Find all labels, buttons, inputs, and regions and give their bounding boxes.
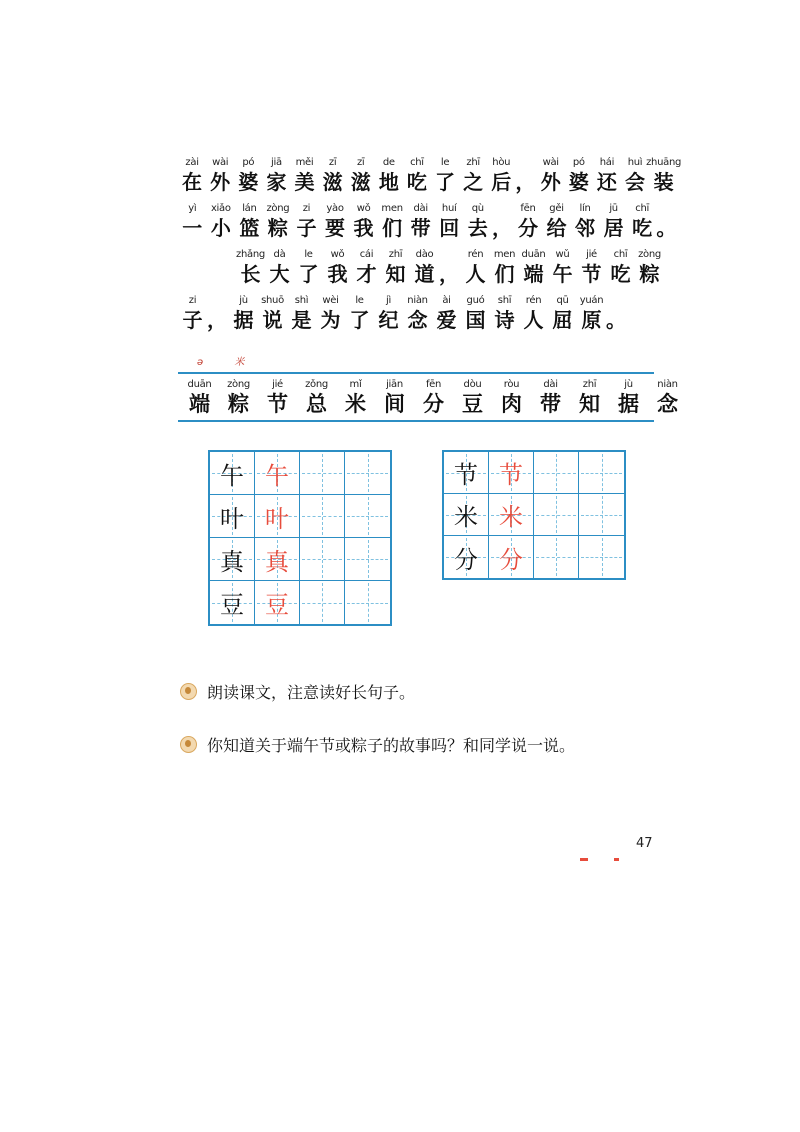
passage-line	[178, 194, 678, 240]
ruby-character	[548, 294, 577, 332]
hanzi: 大	[269, 262, 290, 286]
pinyin: zhī	[466, 157, 480, 168]
ruby-character	[537, 156, 565, 194]
writing-grid-left	[208, 450, 392, 626]
pinyin: zhǎng	[236, 249, 265, 260]
hanzi: 一	[182, 216, 203, 240]
grid-cell-model	[255, 581, 300, 624]
hanzi: 据	[233, 308, 254, 332]
hanzi: 婆	[238, 170, 259, 194]
ruby-character	[347, 156, 375, 194]
ruby-character	[403, 294, 432, 332]
pinyin: qū	[556, 295, 569, 306]
hanzi: 纪	[378, 308, 399, 332]
hanzi: 念	[657, 392, 678, 416]
grid-character: 节	[454, 461, 478, 489]
vocabulary-bottom-rule	[178, 420, 654, 422]
vocabulary-section-label: ǝ 米	[197, 357, 259, 368]
hanzi: 家	[266, 170, 287, 194]
pinyin: dào	[415, 249, 434, 260]
hanzi: 吃	[406, 170, 427, 194]
ruby-character	[381, 248, 410, 286]
hanzi: 粽	[267, 216, 288, 240]
ruby-character	[287, 294, 316, 332]
hanzi: 滋	[350, 170, 371, 194]
ruby-character	[542, 202, 571, 240]
hanzi: 是	[291, 308, 312, 332]
pinyin: le	[355, 295, 364, 306]
hanzi: 我	[327, 262, 348, 286]
grid-character: 分	[454, 545, 478, 574]
grid-character: 叶	[220, 504, 244, 533]
pinyin: shī	[497, 295, 512, 306]
ruby-character	[321, 202, 350, 240]
pinyin: chī	[410, 157, 424, 168]
pinyin: fēn	[520, 203, 536, 214]
ruby-character	[316, 294, 345, 332]
hanzi: 吃	[632, 216, 653, 240]
pinyin: zòng	[638, 249, 661, 260]
ruby-character	[258, 294, 287, 332]
grid-character: 米	[454, 503, 478, 531]
pinyin: dà	[273, 249, 286, 260]
grid-model-character: 真	[265, 547, 289, 576]
hanzi: 粽	[639, 262, 660, 286]
pinyin: yì	[188, 203, 197, 214]
grid-model-character: 节	[499, 461, 523, 489]
hanzi: 据	[618, 392, 639, 416]
hanzi: 外	[210, 170, 231, 194]
vocabulary-top-rule	[178, 372, 654, 374]
hanzi: 要	[325, 216, 345, 240]
exercise-1	[180, 680, 415, 703]
hanzi: 说	[262, 308, 283, 332]
pinyin: měi	[295, 157, 314, 168]
hanzi: 子	[182, 308, 203, 332]
ruby-character	[577, 248, 606, 286]
hanzi: 装	[653, 170, 674, 194]
pinyin: zǒng	[305, 379, 328, 390]
ruby-character	[487, 156, 515, 194]
pinyin: shuō	[261, 295, 284, 306]
grid-cell-character	[444, 452, 489, 494]
ruby-character	[265, 248, 294, 286]
hanzi: 了	[298, 262, 319, 286]
hanzi: 念	[407, 308, 428, 332]
grid-cell-character	[210, 538, 255, 581]
grid-model-character: 米	[499, 503, 523, 531]
vocabulary-word	[531, 378, 570, 416]
pinyin: wǒ	[356, 203, 371, 214]
hanzi: 长	[240, 262, 261, 286]
hanzi: 总	[306, 392, 327, 416]
vocabulary-word	[336, 378, 375, 416]
pinyin: dòu	[463, 379, 482, 390]
pinyin: ài	[442, 295, 451, 306]
page-number: 47	[636, 836, 653, 851]
ruby-character	[235, 202, 264, 240]
ruby-character	[577, 294, 606, 332]
punctuation: ，	[515, 170, 536, 194]
exercise-bullet-icon	[180, 683, 197, 700]
grid-model-character: 叶	[265, 504, 289, 533]
ruby-character	[352, 248, 381, 286]
grid-cell-character	[444, 536, 489, 578]
hanzi: 人	[465, 262, 486, 286]
hanzi: 美	[294, 170, 315, 194]
ruby-character	[178, 202, 207, 240]
grid-cell-character	[210, 495, 255, 538]
grid-cell-practice	[345, 538, 390, 581]
ruby-character	[514, 202, 543, 240]
grid-model-character: 豆	[265, 591, 289, 619]
hanzi: 节	[267, 392, 288, 416]
reading-passage	[178, 148, 682, 332]
hanzi: 了	[349, 308, 370, 332]
grid-cell-practice	[534, 452, 579, 494]
ruby-character	[490, 248, 519, 286]
pinyin: mǐ	[349, 379, 362, 390]
pinyin: wǔ	[555, 249, 570, 260]
grid-cell-model	[489, 536, 534, 578]
ruby-character	[519, 248, 548, 286]
grid-cell-practice	[345, 581, 390, 624]
pinyin: zòng	[266, 203, 290, 214]
pinyin: guó	[466, 295, 485, 306]
grid-cell-practice	[579, 452, 624, 494]
hanzi: 屈	[552, 308, 573, 332]
pinyin: yào	[326, 203, 344, 214]
hanzi: 还	[596, 170, 617, 194]
pinyin: wèi	[322, 295, 339, 306]
grid-cell-practice	[579, 494, 624, 536]
ruby-character	[378, 202, 407, 240]
hanzi: 小	[210, 216, 231, 240]
ruby-character	[459, 156, 487, 194]
ruby-character	[431, 156, 459, 194]
pinyin: wài	[212, 157, 229, 168]
hanzi: 国	[465, 308, 486, 332]
pinyin: le	[304, 249, 313, 260]
hanzi: 端	[523, 262, 544, 286]
vocabulary-word	[297, 378, 336, 416]
hanzi: 端	[189, 392, 210, 416]
writing-grid-right	[442, 450, 626, 580]
ruby-character	[593, 156, 621, 194]
pinyin: rén	[525, 295, 542, 306]
punctuation: 。	[606, 308, 626, 332]
ruby-character	[490, 294, 519, 332]
pinyin: jié	[272, 379, 283, 390]
pinyin: zòng	[227, 379, 250, 390]
vocabulary-list	[180, 378, 687, 416]
ruby-character	[229, 294, 258, 332]
pinyin: jù	[624, 379, 633, 390]
hanzi: 们	[382, 216, 403, 240]
ruby-character	[461, 248, 490, 286]
hanzi: 午	[552, 262, 573, 286]
pinyin: xiǎo	[210, 203, 231, 214]
ruby-character	[606, 248, 635, 286]
ruby-character	[565, 156, 593, 194]
hanzi: 带	[540, 392, 561, 416]
grid-cell-model	[489, 494, 534, 536]
ruby-character	[264, 202, 293, 240]
pinyin: wài	[542, 157, 559, 168]
ruby-character	[349, 202, 378, 240]
pinyin: zhī	[582, 379, 597, 390]
pinyin: lán	[242, 203, 257, 214]
hanzi: 为	[320, 308, 341, 332]
ruby-character	[207, 202, 236, 240]
grid-character: 午	[220, 461, 244, 490]
grid-cell-practice	[345, 495, 390, 538]
ruby-character	[461, 294, 490, 332]
ruby-character	[406, 202, 435, 240]
grid-cell-character	[444, 494, 489, 536]
ruby-character	[432, 294, 461, 332]
hanzi: 地	[378, 170, 399, 194]
passage-line	[178, 240, 678, 286]
hanzi: 子	[296, 216, 317, 240]
hanzi: 粽	[228, 392, 249, 416]
pinyin: zhī	[388, 249, 403, 260]
grid-cell-model	[255, 495, 300, 538]
grid-cell-model	[255, 452, 300, 495]
vocabulary-word	[375, 378, 414, 416]
hanzi: 回	[439, 216, 460, 240]
footer-mark	[614, 858, 619, 861]
ruby-character	[345, 294, 374, 332]
pinyin: dài	[413, 203, 428, 214]
hanzi: 居	[603, 216, 624, 240]
ruby-character	[236, 248, 265, 286]
pinyin: jié	[586, 249, 597, 260]
pinyin: shì	[294, 295, 309, 306]
pinyin: ròu	[503, 379, 520, 390]
pinyin: le	[440, 157, 450, 168]
grid-character: 豆	[220, 591, 244, 619]
ruby-character	[571, 202, 600, 240]
ruby-character	[323, 248, 352, 286]
ruby-character	[206, 156, 234, 194]
pinyin: jiā	[270, 157, 282, 168]
exercise-text: 朗读课文，注意读好长句子。	[207, 683, 416, 702]
vocabulary-word	[570, 378, 609, 416]
hanzi: 了	[435, 170, 456, 194]
ruby-character	[375, 156, 403, 194]
ruby-character	[410, 248, 439, 286]
ruby-character	[628, 202, 657, 240]
pinyin: niàn	[657, 379, 678, 390]
hanzi: 肉	[501, 392, 522, 416]
pinyin: zhuāng	[646, 157, 682, 168]
pinyin: men	[381, 203, 403, 214]
pinyin: men	[493, 249, 516, 260]
grid-cell-model	[255, 538, 300, 581]
pinyin: zī	[356, 157, 365, 168]
pinyin: duān	[521, 249, 546, 260]
vocabulary-word	[492, 378, 531, 416]
ruby-character	[234, 156, 262, 194]
pinyin: chī	[635, 203, 649, 214]
vocabulary-word	[648, 378, 687, 416]
pinyin: chī	[613, 249, 628, 260]
exercise-2	[180, 733, 575, 756]
vocabulary-word	[453, 378, 492, 416]
pinyin: jù	[239, 295, 248, 306]
hanzi: 篮	[239, 216, 260, 240]
hanzi: 滋	[322, 170, 343, 194]
hanzi: 去	[467, 216, 488, 240]
pinyin: yuán	[579, 295, 604, 306]
pinyin: huì	[627, 157, 643, 168]
grid-cell-practice	[300, 495, 345, 538]
grid-cell-practice	[300, 538, 345, 581]
hanzi: 人	[523, 308, 544, 332]
grid-cell-character	[210, 581, 255, 624]
pinyin: niàn	[407, 295, 428, 306]
hanzi: 豆	[462, 392, 483, 416]
grid-cell-practice	[300, 452, 345, 495]
hanzi: 诗	[494, 308, 515, 332]
pinyin: cái	[359, 249, 374, 260]
hanzi: 道	[414, 262, 435, 286]
exercise-text: 你知道关于端午节或粽子的故事吗？和同学说一说。	[207, 736, 576, 755]
vocabulary-word	[219, 378, 258, 416]
ruby-character	[292, 202, 321, 240]
hanzi: 给	[546, 216, 567, 240]
passage-line	[178, 148, 682, 194]
grid-character: 真	[220, 547, 244, 576]
hanzi: 婆	[568, 170, 589, 194]
hanzi: 米	[345, 392, 366, 416]
pinyin: huí	[441, 203, 457, 214]
ruby-character	[319, 156, 347, 194]
pinyin: dài	[543, 379, 558, 390]
pinyin: fēn	[425, 379, 442, 390]
vocabulary-word	[258, 378, 297, 416]
pinyin: jū	[609, 203, 618, 214]
ruby-character	[262, 156, 290, 194]
grid-model-character: 分	[499, 545, 523, 574]
pinyin: gěi	[549, 203, 564, 214]
ruby-character	[621, 156, 649, 194]
hanzi: 知	[579, 392, 600, 416]
grid-model-character: 午	[265, 461, 289, 490]
grid-cell-practice	[300, 581, 345, 624]
pinyin: hòu	[492, 157, 511, 168]
pinyin: jì	[386, 295, 391, 306]
hanzi: 我	[353, 216, 374, 240]
footer-mark	[580, 858, 588, 861]
ruby-character	[548, 248, 577, 286]
grid-cell-practice	[345, 452, 390, 495]
pinyin: lín	[579, 203, 591, 214]
punctuation: ，	[207, 308, 227, 332]
pinyin: zi	[302, 203, 311, 214]
ruby-character	[599, 202, 628, 240]
grid-cell-character	[210, 452, 255, 495]
punctuation: 。	[656, 216, 677, 240]
vocabulary-word	[609, 378, 648, 416]
ruby-character	[646, 156, 682, 194]
ruby-character	[290, 156, 318, 194]
pinyin: de	[382, 157, 395, 168]
ruby-character	[463, 202, 492, 240]
hanzi: 外	[540, 170, 561, 194]
passage-line	[178, 286, 678, 332]
pinyin: pó	[242, 157, 255, 168]
vocabulary-word	[180, 378, 219, 416]
hanzi: 节	[581, 262, 602, 286]
hanzi: 后	[491, 170, 512, 194]
ruby-character	[519, 294, 548, 332]
pinyin: qù	[471, 203, 484, 214]
hanzi: 在	[182, 170, 203, 194]
pinyin: zī	[328, 157, 337, 168]
ruby-character	[635, 248, 664, 286]
grid-cell-practice	[579, 536, 624, 578]
pinyin: hái	[599, 157, 615, 168]
hanzi: 分	[517, 216, 538, 240]
pinyin: zi	[188, 295, 197, 306]
hanzi: 吃	[610, 262, 631, 286]
punctuation: ，	[439, 262, 459, 286]
ruby-character	[178, 294, 207, 332]
grid-cell-model	[489, 452, 534, 494]
ruby-character	[374, 294, 403, 332]
ruby-character	[178, 156, 206, 194]
hanzi: 带	[410, 216, 431, 240]
exercise-bullet-icon	[180, 736, 197, 753]
grid-cell-practice	[534, 536, 579, 578]
pinyin: wǒ	[330, 249, 345, 260]
ruby-character	[294, 248, 323, 286]
hanzi: 会	[625, 170, 646, 194]
pinyin: zài	[185, 157, 199, 168]
hanzi: 知	[385, 262, 406, 286]
hanzi: 们	[494, 262, 515, 286]
punctuation: ，	[492, 216, 513, 240]
hanzi: 原	[581, 308, 602, 332]
ruby-character	[435, 202, 464, 240]
ruby-character	[403, 156, 431, 194]
hanzi: 爱	[436, 308, 457, 332]
hanzi: 之	[463, 170, 484, 194]
hanzi: 分	[423, 392, 444, 416]
hanzi: 邻	[575, 216, 596, 240]
hanzi: 间	[384, 392, 405, 416]
pinyin: pó	[572, 157, 585, 168]
pinyin: jiān	[386, 379, 403, 390]
grid-cell-practice	[534, 494, 579, 536]
pinyin: rén	[467, 249, 484, 260]
hanzi: 才	[356, 262, 377, 286]
vocabulary-word	[414, 378, 453, 416]
pinyin: duān	[187, 379, 212, 390]
